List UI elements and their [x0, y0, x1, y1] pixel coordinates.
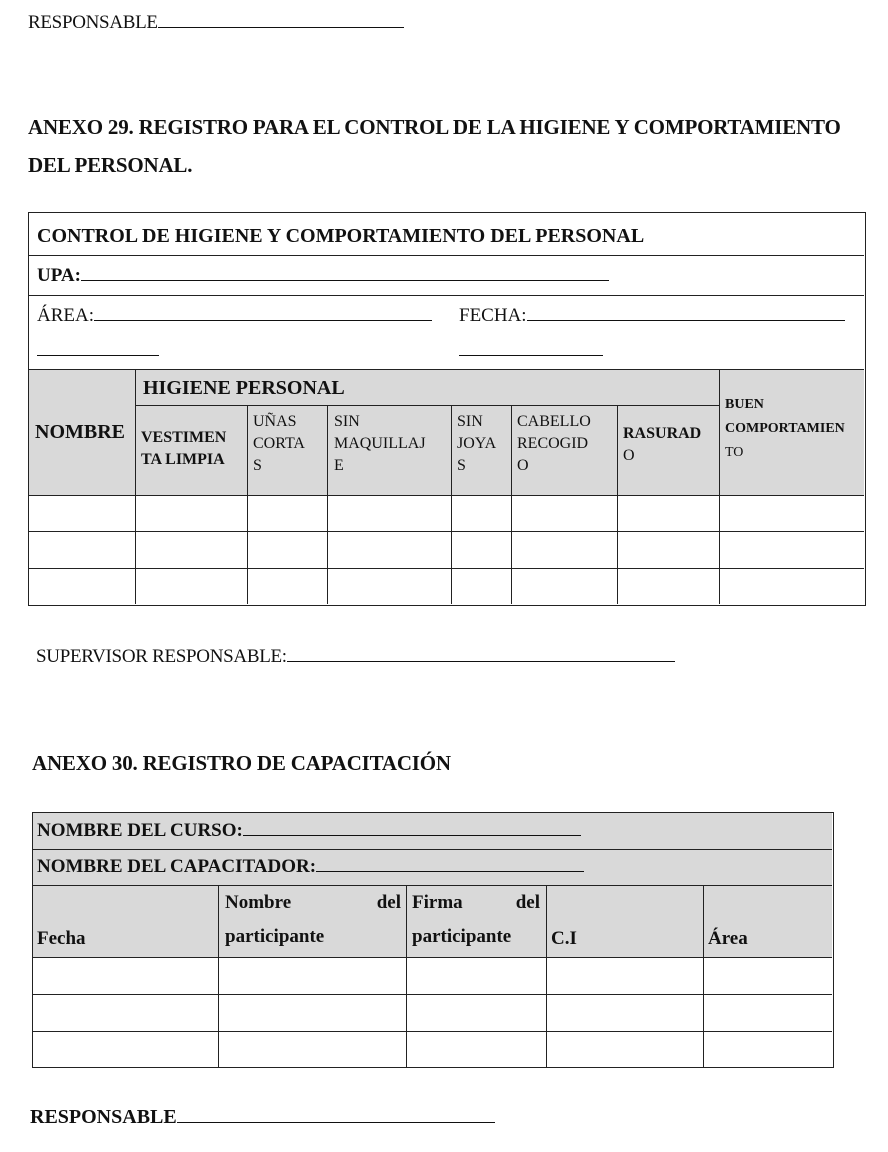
curso-label: NOMBRE DEL CURSO: — [37, 820, 243, 841]
upa-field — [37, 265, 609, 287]
area-field — [37, 305, 432, 327]
col-firma-l1: Firma — [412, 892, 463, 913]
fecha-label: FECHA: — [459, 305, 527, 326]
area-line-2 — [37, 355, 159, 356]
divider — [511, 405, 512, 604]
col-maquillaje-l2: MAQUILLAJ — [334, 435, 426, 452]
col-joyas-l3: S — [457, 457, 466, 474]
anexo29-title-line1: ANEXO 29. REGISTRO PARA EL CONTROL DE LA HIGIENE Y COMPORTAMIENTO — [28, 115, 841, 139]
anexo29-title-line2: DEL PERSONAL. — [28, 153, 193, 177]
divider — [33, 957, 832, 958]
col-vestimenta — [141, 427, 226, 471]
col-firma-l2: participante — [412, 926, 512, 947]
col-comportamiento-l3: TO — [725, 445, 744, 460]
col-comportamiento-l1: BUEN — [725, 397, 764, 412]
divider — [617, 405, 618, 604]
anexo29-title — [28, 108, 868, 184]
divider — [29, 568, 864, 569]
supervisor-label: SUPERVISOR RESPONSABLE: — [36, 646, 287, 667]
col-rasurado — [623, 423, 701, 467]
hygiene-control-table — [28, 212, 866, 606]
col-cabello-l1: CABELLO — [517, 413, 591, 430]
upa-label: UPA: — [37, 265, 81, 286]
supervisor-field — [36, 646, 675, 668]
bottom-signature-line — [177, 1121, 495, 1123]
divider — [29, 495, 864, 496]
col-comportamiento-l2: COMPORTAMIEN — [725, 421, 845, 436]
col-unas — [253, 411, 305, 477]
supervisor-line — [287, 660, 675, 662]
col-higiene-personal: HIGIENE PERSONAL — [143, 377, 345, 399]
divider — [135, 405, 719, 406]
capacitador-field — [37, 855, 584, 879]
top-responsable — [28, 12, 404, 34]
signature-line — [158, 26, 404, 28]
col-comportamiento — [725, 393, 845, 465]
col-cabello-l3: O — [517, 457, 529, 474]
capacitador-label: NOMBRE DEL CAPACITADOR: — [37, 856, 317, 877]
col-cabello-l2: RECOGID — [517, 435, 589, 452]
col-joyas — [457, 411, 496, 477]
col-unas-l3: S — [253, 457, 262, 474]
col-joyas-l2: JOYA — [457, 435, 497, 452]
anexo30-title: ANEXO 30. REGISTRO DE CAPACITACIÓN — [32, 751, 451, 775]
divider — [33, 994, 832, 995]
col-rasurado-l1: RASURAD — [623, 425, 702, 442]
divider — [546, 885, 547, 1067]
divider — [29, 255, 864, 256]
divider — [33, 885, 832, 886]
divider — [327, 405, 328, 604]
divider — [406, 885, 407, 1067]
area-label: ÁREA: — [37, 305, 94, 326]
divider — [218, 885, 219, 1067]
col-nombre-participante — [225, 891, 401, 949]
divider — [29, 369, 864, 370]
capacitador-line — [316, 870, 584, 872]
col-ci: C.I — [551, 928, 577, 949]
fecha-field — [459, 305, 845, 327]
col-firma-participante — [412, 891, 540, 949]
col-firma-l1b: del — [515, 892, 540, 913]
fecha-line-2 — [459, 355, 603, 356]
divider — [29, 295, 864, 296]
col-joyas-l1: SIN — [457, 413, 483, 430]
col-nombre-l2: participante — [225, 926, 325, 947]
bottom-responsable — [30, 1106, 495, 1129]
col-cabello — [517, 411, 591, 477]
bottom-responsable-label: RESPONSABLE — [30, 1106, 177, 1128]
divider — [703, 885, 704, 1067]
fecha-line — [527, 319, 845, 321]
col-maquillaje — [334, 411, 426, 477]
area-line — [94, 319, 432, 321]
col-maquillaje-l1: SIN — [334, 413, 360, 430]
col-unas-l1: UÑAS — [253, 413, 297, 430]
divider — [247, 405, 248, 604]
col-maquillaje-l3: E — [334, 457, 344, 474]
table-title: CONTROL DE HIGIENE Y COMPORTAMIENTO DEL PERSONAL — [37, 225, 645, 247]
col-fecha: Fecha — [37, 928, 86, 949]
col-vestimenta-l2: TA LIMPIA — [141, 451, 225, 468]
curso-line — [243, 834, 581, 836]
top-responsable-label: RESPONSABLE — [28, 12, 158, 33]
upa-line — [81, 279, 609, 281]
col-area: Área — [708, 928, 748, 949]
divider — [29, 531, 864, 532]
col-rasurado-l2: O — [623, 447, 635, 464]
divider — [451, 405, 452, 604]
col-nombre-l1: Nombre — [225, 892, 292, 913]
divider — [33, 1031, 832, 1032]
col-nombre-l1b: del — [376, 892, 401, 913]
divider — [33, 849, 832, 850]
col-unas-l2: CORTA — [253, 435, 305, 452]
curso-field — [37, 819, 581, 843]
training-register-table — [32, 812, 834, 1068]
col-vestimenta-l1: VESTIMEN — [141, 429, 227, 446]
col-nombre: NOMBRE — [35, 421, 125, 443]
